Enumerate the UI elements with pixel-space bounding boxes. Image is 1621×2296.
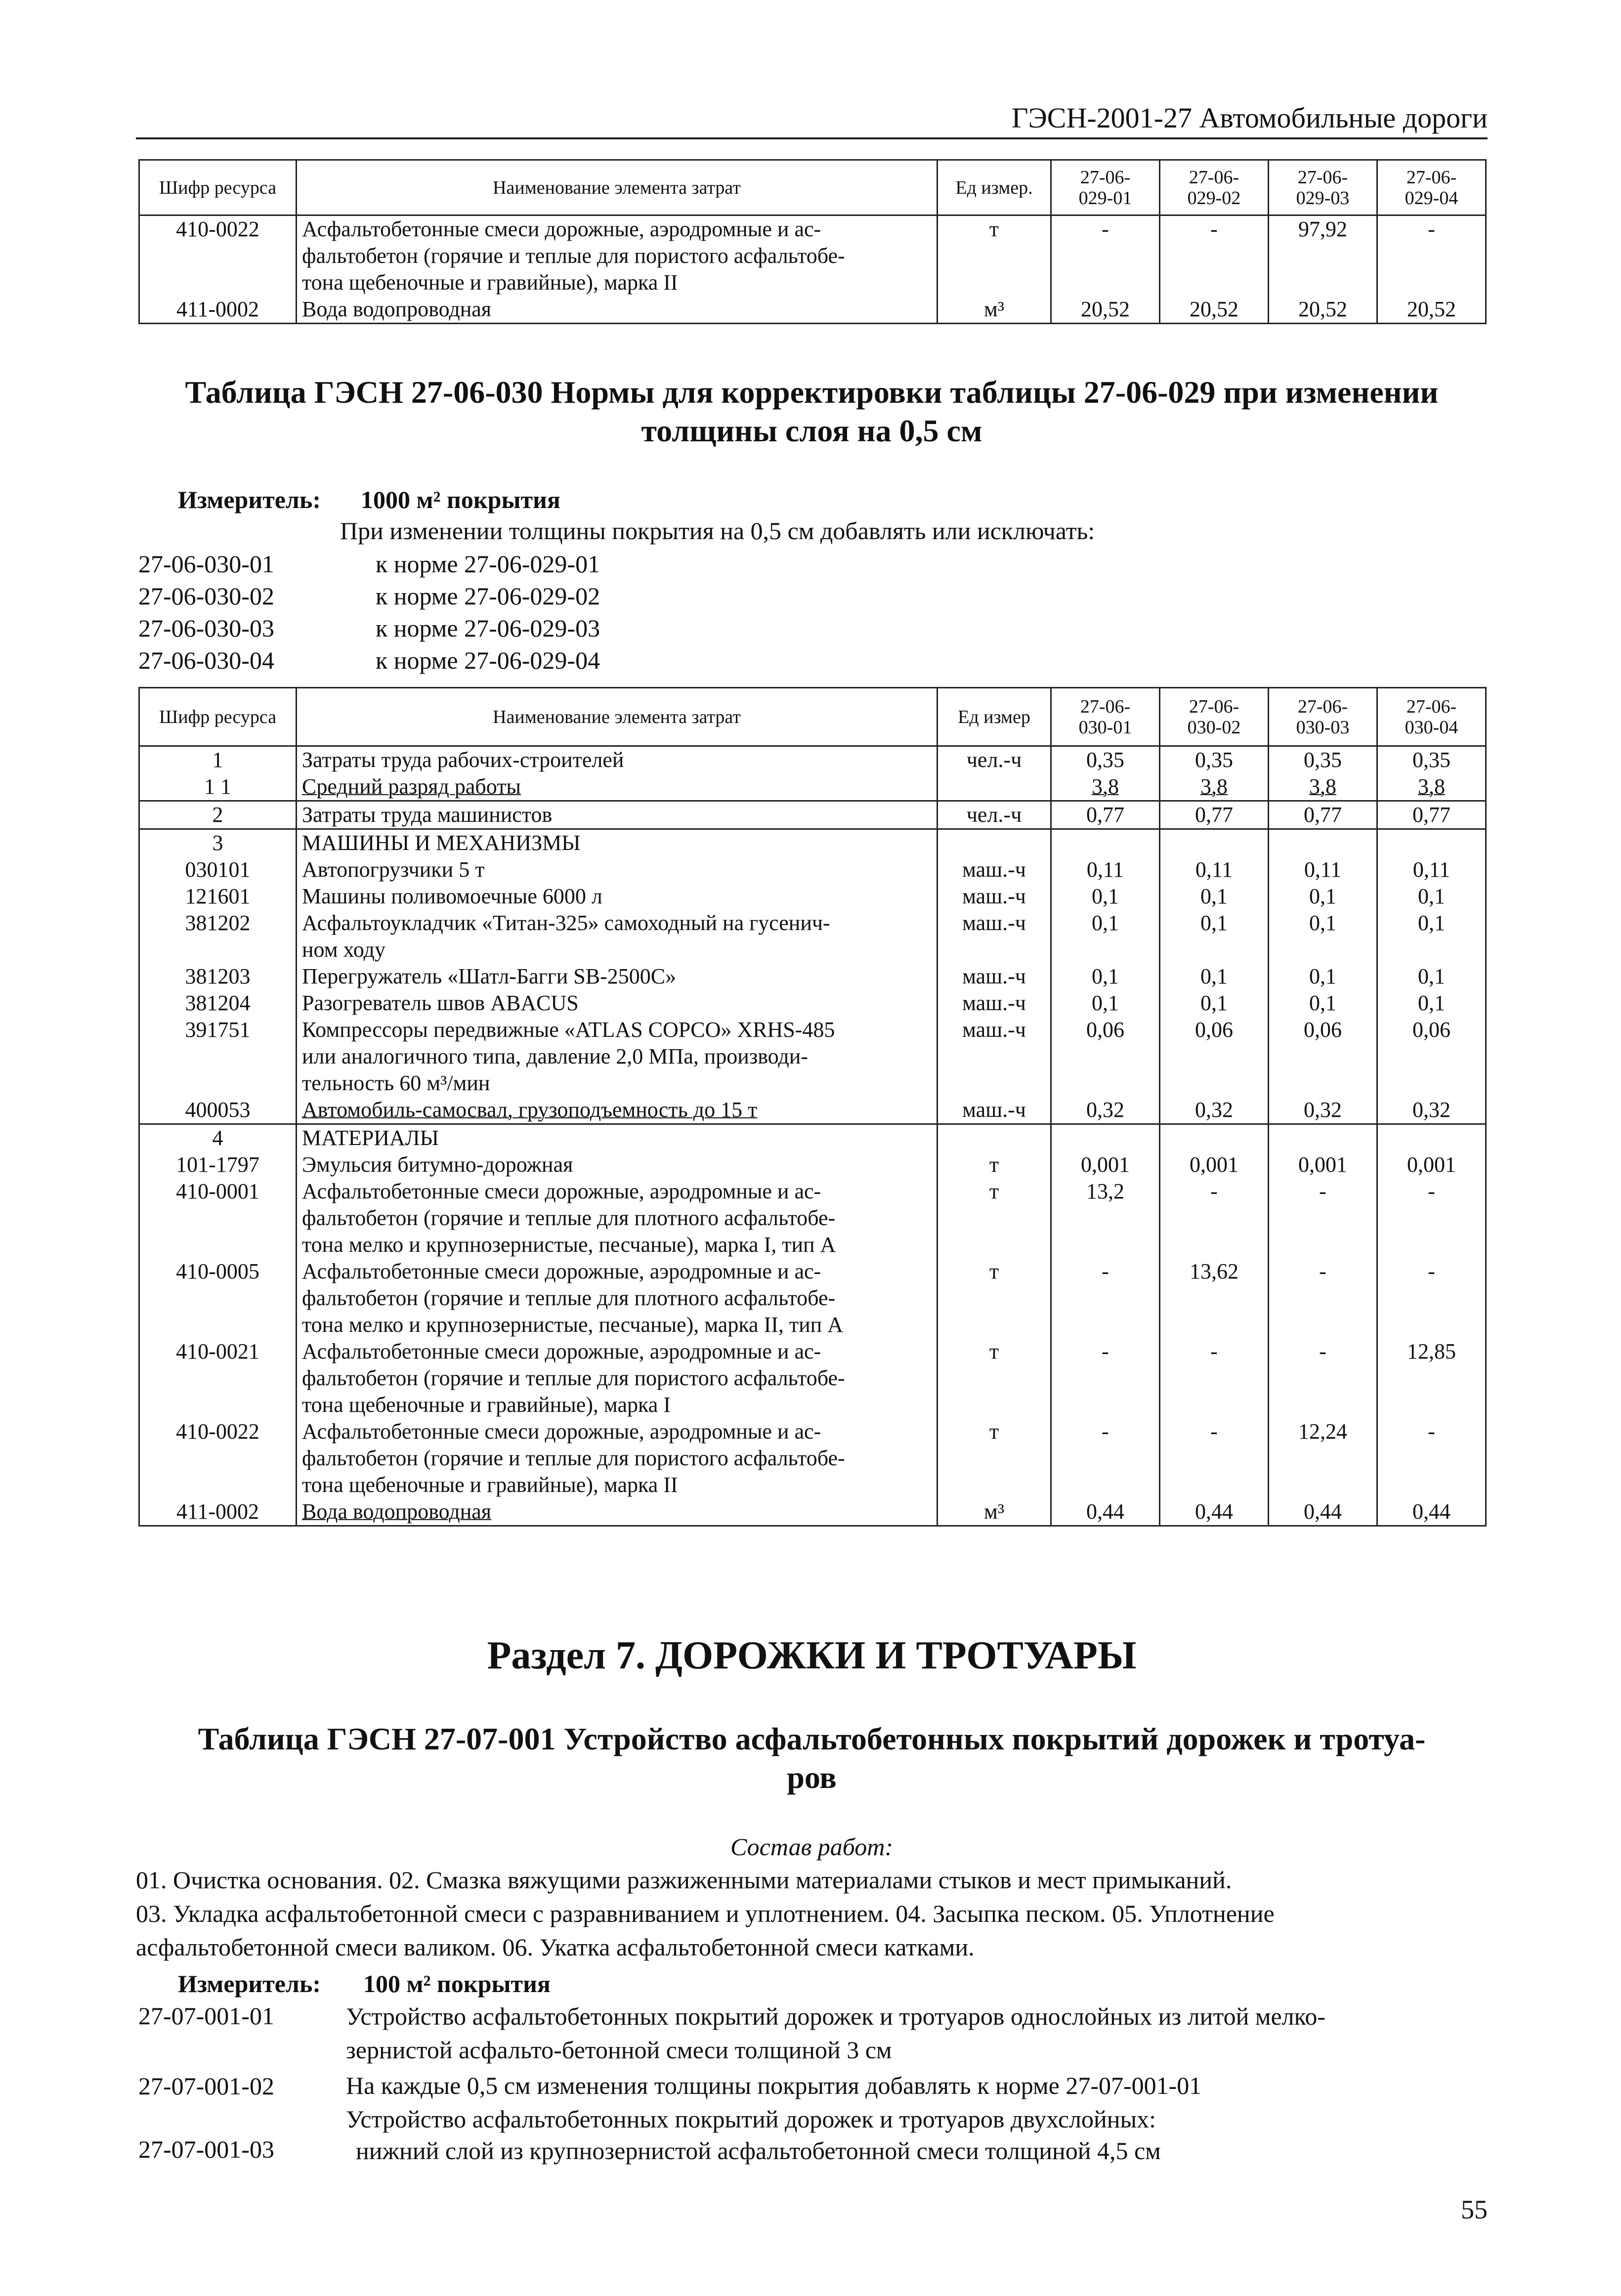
cell-value: - bbox=[1269, 1338, 1377, 1418]
table-027-07-001-title bbox=[136, 1720, 1488, 1797]
cell-value: 0,11 bbox=[1051, 856, 1160, 883]
table-row bbox=[139, 990, 1486, 1017]
table-row bbox=[139, 215, 1486, 297]
cell-value: 0,1 bbox=[1051, 963, 1160, 990]
norm-code-text: к норме 27-06-029-04 bbox=[376, 646, 600, 674]
cell-value: 3,8 bbox=[1160, 773, 1269, 801]
cell-name: Затраты труда рабочих-строителей bbox=[297, 746, 938, 774]
cell-value: 0,1 bbox=[1269, 883, 1377, 910]
cell-name-line: Асфальтобетонные смеси дорожные, аэродромные и ас- bbox=[302, 1419, 821, 1444]
meter-value: 100 м² покрытия bbox=[363, 1970, 551, 1998]
table-row bbox=[139, 910, 1486, 963]
cell-value: 12,24 bbox=[1269, 1418, 1377, 1498]
cell-value: - bbox=[1160, 215, 1269, 297]
cell-name-line: тона щебеночные и гравийные), марка II bbox=[302, 1473, 678, 1497]
cell-value: 20,52 bbox=[1051, 296, 1160, 324]
cell-value: 0,1 bbox=[1269, 910, 1377, 963]
cell-code: 410-0005 bbox=[139, 1258, 297, 1338]
cell-value: 0,1 bbox=[1160, 990, 1269, 1017]
norm-code: 27-06-030-04 bbox=[138, 646, 274, 674]
cell-value: - bbox=[1051, 1418, 1160, 1498]
cell-value: 0,77 bbox=[1160, 801, 1269, 829]
cell-unit: м³ bbox=[938, 1498, 1051, 1526]
cell-name: Эмульсия битумно-дорожная bbox=[297, 1151, 938, 1178]
cell-value: 12,85 bbox=[1377, 1338, 1486, 1418]
cell-value: 0,06 bbox=[1160, 1017, 1269, 1097]
column-header-norm-4: 27-06- 029-04 bbox=[1377, 160, 1486, 215]
cell-value: - bbox=[1269, 1258, 1377, 1338]
cell-unit: чел.-ч bbox=[938, 746, 1051, 774]
column-header-name: Наименование элемента затрат bbox=[297, 160, 938, 215]
cell-unit: маш.-ч bbox=[938, 990, 1051, 1017]
cell-value: 0,35 bbox=[1269, 746, 1377, 774]
cell-name: Разогреватель швов ABACUS bbox=[297, 990, 938, 1017]
column-header-norm-4: 27-06- 030-04 bbox=[1377, 688, 1486, 746]
cell-value: 13,62 bbox=[1160, 1258, 1269, 1338]
table-027-06-029-continuation bbox=[138, 159, 1487, 324]
title-line: толщины слоя на 0,5 см bbox=[641, 413, 982, 448]
cell-name-line: Асфальтобетонные смеси дорожные, аэродромные и ас- bbox=[302, 1259, 821, 1283]
cell-name-line: фальтобетон (горячие и теплые для пористого асфальтобе- bbox=[302, 1446, 845, 1470]
cell-code: 410-0021 bbox=[139, 1338, 297, 1418]
cell-name bbox=[297, 1017, 938, 1097]
cell-code: 381202 bbox=[139, 910, 297, 963]
cell-value: - bbox=[1377, 215, 1486, 297]
norm-item-line: Устройство асфальтобетонных покрытий дорожек и тротуаров однослойных из литой мелко- bbox=[346, 2002, 1326, 2030]
table-row bbox=[139, 1178, 1486, 1258]
table-row bbox=[139, 746, 1486, 774]
cell-name: Автомобиль-самосвал, грузоподъемность до 15 т bbox=[297, 1097, 938, 1124]
cell-value: - bbox=[1160, 1178, 1269, 1258]
composition-line: 01. Очистка основания. 02. Смазка вяжущими разжиженными материалами стыков и мест примыканий. bbox=[136, 1866, 1232, 1894]
cell-name-line: ном ходу bbox=[302, 937, 385, 962]
cell-value: 0,11 bbox=[1160, 856, 1269, 883]
cell-value: - bbox=[1377, 1178, 1486, 1258]
cell-value: 0,06 bbox=[1051, 1017, 1160, 1097]
cell-value: - bbox=[1377, 1258, 1486, 1338]
cell-unit: т bbox=[938, 1178, 1051, 1258]
cell-code: 411-0002 bbox=[139, 296, 297, 324]
column-header-norm-3: 27-06- 029-03 bbox=[1269, 160, 1377, 215]
cell-code: 1 1 bbox=[139, 773, 297, 801]
norm-item-text bbox=[346, 1999, 1483, 2067]
section-title: Раздел 7. ДОРОЖКИ И ТРОТУАРЫ bbox=[487, 1634, 1137, 1677]
cell-value: 0,1 bbox=[1269, 990, 1377, 1017]
column-header-norm-1: 27-06- 029-01 bbox=[1051, 160, 1160, 215]
cell-value: 0,32 bbox=[1377, 1097, 1486, 1124]
cell-unit: маш.-ч bbox=[938, 1017, 1051, 1097]
cell-value: 0,1 bbox=[1160, 883, 1269, 910]
cell-value: 0,001 bbox=[1051, 1151, 1160, 1178]
title-line: Таблица ГЭСН 27-07-001 Устройство асфальтобетонных покрытий дорожек и тротуа- bbox=[198, 1721, 1426, 1756]
cell-value: 0,1 bbox=[1377, 990, 1486, 1017]
cell-value: 20,52 bbox=[1269, 296, 1377, 324]
table-027-06-030 bbox=[138, 687, 1487, 1527]
cell-unit: т bbox=[938, 1418, 1051, 1498]
meter-value: 1000 м² покрытия bbox=[361, 486, 560, 513]
table-row bbox=[139, 1338, 1486, 1418]
cell-unit: т bbox=[938, 1338, 1051, 1418]
composition-line: асфальтобетонной смеси валиком. 06. Укатка асфальтобетонной смеси катками. bbox=[136, 1933, 975, 1961]
cell-code: 121601 bbox=[139, 883, 297, 910]
cell-value: 0,1 bbox=[1051, 883, 1160, 910]
cell-name-line: тона щебеночные и гравийные), марка I bbox=[302, 1393, 671, 1417]
cell-value: - bbox=[1160, 1418, 1269, 1498]
cell-name-line: Асфальтобетонные смеси дорожные, аэродромные и ас- bbox=[302, 1339, 821, 1363]
cell-name: Перегружатель «Шатл-Багги SB-2500С» bbox=[297, 963, 938, 990]
cell-unit: маш.-ч bbox=[938, 963, 1051, 990]
cell-value: - bbox=[1160, 1338, 1269, 1418]
cell-value: 0,1 bbox=[1051, 910, 1160, 963]
cell-code: 1 bbox=[139, 746, 297, 774]
cell-name bbox=[297, 1338, 938, 1418]
table-row bbox=[139, 1258, 1486, 1338]
cell-unit: м³ bbox=[938, 296, 1051, 324]
norm-item-code: 27-07-001-03 bbox=[138, 2135, 274, 2163]
cell-value: 3,8 bbox=[1377, 773, 1486, 801]
cell-name-line: тельность 60 м³/мин bbox=[302, 1071, 490, 1095]
norm-item-line: Устройство асфальтобетонных покрытий дорожек и тротуаров двухслойных: bbox=[346, 2105, 1156, 2133]
cell-code: 4 bbox=[139, 1124, 297, 1152]
cell-name-line: фальтобетон (горячие и теплые для пористого асфальтобе- bbox=[302, 244, 845, 268]
running-header-title: ГЭСН-2001-27 Автомобильные дороги bbox=[1011, 102, 1488, 134]
norm-code-text: к норме 27-06-029-03 bbox=[376, 614, 600, 642]
cell-name-line: фальтобетон (горячие и теплые для плотного асфальтобе- bbox=[302, 1206, 836, 1230]
cell-name-line: Асфальтобетонные смеси дорожные, аэродромные и ас- bbox=[302, 217, 821, 241]
page-number: 55 bbox=[1461, 2195, 1488, 2224]
title-line: ров bbox=[787, 1760, 837, 1795]
cell-value: 3,8 bbox=[1051, 773, 1160, 801]
cell-code: 411-0002 bbox=[139, 1498, 297, 1526]
table-row bbox=[139, 1017, 1486, 1097]
column-header-code: Шифр ресурса bbox=[139, 160, 297, 215]
cell-code: 400053 bbox=[139, 1097, 297, 1124]
table-section-row bbox=[139, 1124, 1486, 1152]
cell-value: 0,11 bbox=[1377, 856, 1486, 883]
cell-value: 0,1 bbox=[1269, 963, 1377, 990]
title-line: Таблица ГЭСН 27-06-030 Нормы для корректировки таблицы 27-06-029 при изменении bbox=[185, 375, 1439, 410]
cell-name: Машины поливомоечные 6000 л bbox=[297, 883, 938, 910]
cell-value: 0,32 bbox=[1269, 1097, 1377, 1124]
column-header-unit: Ед измер bbox=[938, 688, 1051, 746]
table-row bbox=[139, 883, 1486, 910]
cell-name: Средний разряд работы bbox=[297, 773, 938, 801]
cell-code: 410-0022 bbox=[139, 1418, 297, 1498]
norm-item-line: зернистой асфальто-бетонной смеси толщиной 3 см bbox=[346, 2036, 892, 2064]
cell-name bbox=[297, 1418, 938, 1498]
cell-value: 0,06 bbox=[1269, 1017, 1377, 1097]
norm-code: 27-06-030-02 bbox=[138, 582, 274, 610]
column-header-norm-2: 27-06- 029-02 bbox=[1160, 160, 1269, 215]
cell-value: 3,8 bbox=[1269, 773, 1377, 801]
table-row bbox=[139, 856, 1486, 883]
cell-value: 0,1 bbox=[1051, 990, 1160, 1017]
cell-unit: т bbox=[938, 1258, 1051, 1338]
column-header-name: Наименование элемента затрат bbox=[297, 688, 938, 746]
column-header-norm-2: 27-06- 030-02 bbox=[1160, 688, 1269, 746]
cell-name bbox=[297, 1258, 938, 1338]
cell-value: 20,52 bbox=[1160, 296, 1269, 324]
cell-code: 030101 bbox=[139, 856, 297, 883]
cell-name: Вода водопроводная bbox=[297, 296, 938, 324]
cell-value: 0,32 bbox=[1051, 1097, 1160, 1124]
cell-name-line: Компрессоры передвижные «ATLAS COPCO» XRHS-485 bbox=[302, 1018, 835, 1042]
cell-value: 0,35 bbox=[1377, 746, 1486, 774]
cell-name-line: или аналогичного типа, давление 2,0 МПа, производи- bbox=[302, 1044, 808, 1068]
section-heading-materials: МАТЕРИАЛЫ bbox=[297, 1124, 938, 1152]
cell-value: 0,35 bbox=[1051, 746, 1160, 774]
column-header-norm-3: 27-06- 030-03 bbox=[1269, 688, 1377, 746]
cell-name: Затраты труда машинистов bbox=[297, 801, 938, 829]
cell-value: 0,001 bbox=[1377, 1151, 1486, 1178]
cell-value: 0,1 bbox=[1160, 963, 1269, 990]
table-row bbox=[139, 1151, 1486, 1178]
cell-value: 0,001 bbox=[1269, 1151, 1377, 1178]
cell-value: - bbox=[1051, 1258, 1160, 1338]
table-row bbox=[139, 773, 1486, 801]
norm-item-code: 27-07-001-01 bbox=[138, 2002, 274, 2030]
cell-value: 0,1 bbox=[1377, 963, 1486, 990]
table-027-06-030-title bbox=[136, 373, 1488, 450]
meter-label: Измеритель: bbox=[178, 486, 321, 513]
cell-value: - bbox=[1269, 1178, 1377, 1258]
cell-name: Вода водопроводная bbox=[297, 1498, 938, 1526]
cell-value: 0,44 bbox=[1051, 1498, 1160, 1526]
cell-value: - bbox=[1377, 1418, 1486, 1498]
column-header-code: Шифр ресурса bbox=[139, 688, 297, 746]
cell-value: 0,1 bbox=[1377, 910, 1486, 963]
table-row bbox=[139, 1097, 1486, 1124]
cell-unit: чел.-ч bbox=[938, 801, 1051, 829]
norm-code: 27-06-030-01 bbox=[138, 550, 274, 578]
cell-code: 101-1797 bbox=[139, 1151, 297, 1178]
cell-name bbox=[297, 215, 938, 297]
table-row bbox=[139, 1498, 1486, 1526]
cell-value: 13,2 bbox=[1051, 1178, 1160, 1258]
cell-code: 391751 bbox=[139, 1017, 297, 1097]
cell-value: 0,001 bbox=[1160, 1151, 1269, 1178]
cell-unit: маш.-ч bbox=[938, 883, 1051, 910]
norm-item-code: 27-07-001-02 bbox=[138, 2072, 274, 2100]
norm-code-text: к норме 27-06-029-02 bbox=[376, 582, 600, 610]
cell-unit: маш.-ч bbox=[938, 856, 1051, 883]
section-heading-machines: МАШИНЫ И МЕХАНИЗМЫ bbox=[297, 829, 938, 857]
composition-line: 03. Укладка асфальтобетонной смеси с разравниванием и уплотнением. 04. Засыпка песком. 05. Уплотнение bbox=[136, 1900, 1275, 1927]
cell-name-line: Асфальтобетонные смеси дорожные, аэродромные и ас- bbox=[302, 1179, 821, 1203]
cell-name-line: фальтобетон (горячие и теплые для пористого асфальтобе- bbox=[302, 1366, 845, 1390]
table-row bbox=[139, 296, 1486, 324]
cell-code: 381203 bbox=[139, 963, 297, 990]
composition-label: Состав работ: bbox=[730, 1833, 894, 1861]
meter-label: Измеритель: bbox=[178, 1970, 321, 1998]
cell-value: - bbox=[1051, 215, 1160, 297]
table-row bbox=[139, 1418, 1486, 1498]
table-row bbox=[139, 963, 1486, 990]
cell-name-line: фальтобетон (горячие и теплые для плотного асфальтобе- bbox=[302, 1286, 836, 1310]
cell-code: 410-0001 bbox=[139, 1178, 297, 1258]
header-rule bbox=[136, 137, 1488, 139]
cell-code: 410-0022 bbox=[139, 215, 297, 297]
cell-unit: т bbox=[938, 1151, 1051, 1178]
cell-value: 0,44 bbox=[1377, 1498, 1486, 1526]
cell-value: 0,06 bbox=[1377, 1017, 1486, 1097]
norm-item-line: На каждые 0,5 см изменения толщины покрытия добавлять к норме 27-07-001-01 bbox=[346, 2072, 1202, 2099]
cell-value: 0,11 bbox=[1269, 856, 1377, 883]
cell-value: 0,77 bbox=[1051, 801, 1160, 829]
cell-value: 0,32 bbox=[1160, 1097, 1269, 1124]
cell-code: 3 bbox=[139, 829, 297, 857]
cell-value: 0,44 bbox=[1269, 1498, 1377, 1526]
cell-code: 381204 bbox=[139, 990, 297, 1017]
cell-value: 0,44 bbox=[1160, 1498, 1269, 1526]
cell-unit: т bbox=[938, 215, 1051, 297]
cell-unit: маш.-ч bbox=[938, 910, 1051, 963]
meter-note: При изменении толщины покрытия на 0,5 см добавлять или исключать: bbox=[340, 517, 1095, 545]
cell-value: 20,52 bbox=[1377, 296, 1486, 324]
cell-name bbox=[297, 910, 938, 963]
cell-value: 97,92 bbox=[1269, 215, 1377, 297]
cell-value: - bbox=[1051, 1338, 1160, 1418]
cell-name bbox=[297, 1178, 938, 1258]
cell-value: 0,1 bbox=[1377, 883, 1486, 910]
cell-name-line: тона мелко и крупнозернистые, песчаные), марка I, тип А bbox=[302, 1233, 836, 1257]
norm-item-text: нижний слой из крупнозернистой асфальтобетонной смеси толщиной 4,5 см bbox=[356, 2137, 1161, 2165]
cell-unit: маш.-ч bbox=[938, 1097, 1051, 1124]
cell-name-line: тона щебеночные и гравийные), марка II bbox=[302, 270, 678, 295]
norm-item-text bbox=[346, 2069, 1483, 2136]
cell-value: 0,1 bbox=[1160, 910, 1269, 963]
cell-name-line: Асфальтоукладчик «Титан-325» самоходный на гусенич- bbox=[302, 911, 830, 935]
cell-name-line: тона мелко и крупнозернистые, песчаные), марка II, тип А bbox=[302, 1313, 843, 1337]
column-header-norm-1: 27-06- 030-01 bbox=[1051, 688, 1160, 746]
norm-code-text: к норме 27-06-029-01 bbox=[376, 550, 600, 578]
column-header-unit: Ед измер. bbox=[938, 160, 1051, 215]
norm-code: 27-06-030-03 bbox=[138, 614, 274, 642]
table-row bbox=[139, 801, 1486, 829]
cell-value: 0,77 bbox=[1377, 801, 1486, 829]
cell-value: 0,35 bbox=[1160, 746, 1269, 774]
cell-code: 2 bbox=[139, 801, 297, 829]
table-section-row bbox=[139, 829, 1486, 857]
cell-value: 0,77 bbox=[1269, 801, 1377, 829]
cell-unit bbox=[938, 773, 1051, 801]
cell-name: Автопогрузчики 5 т bbox=[297, 856, 938, 883]
